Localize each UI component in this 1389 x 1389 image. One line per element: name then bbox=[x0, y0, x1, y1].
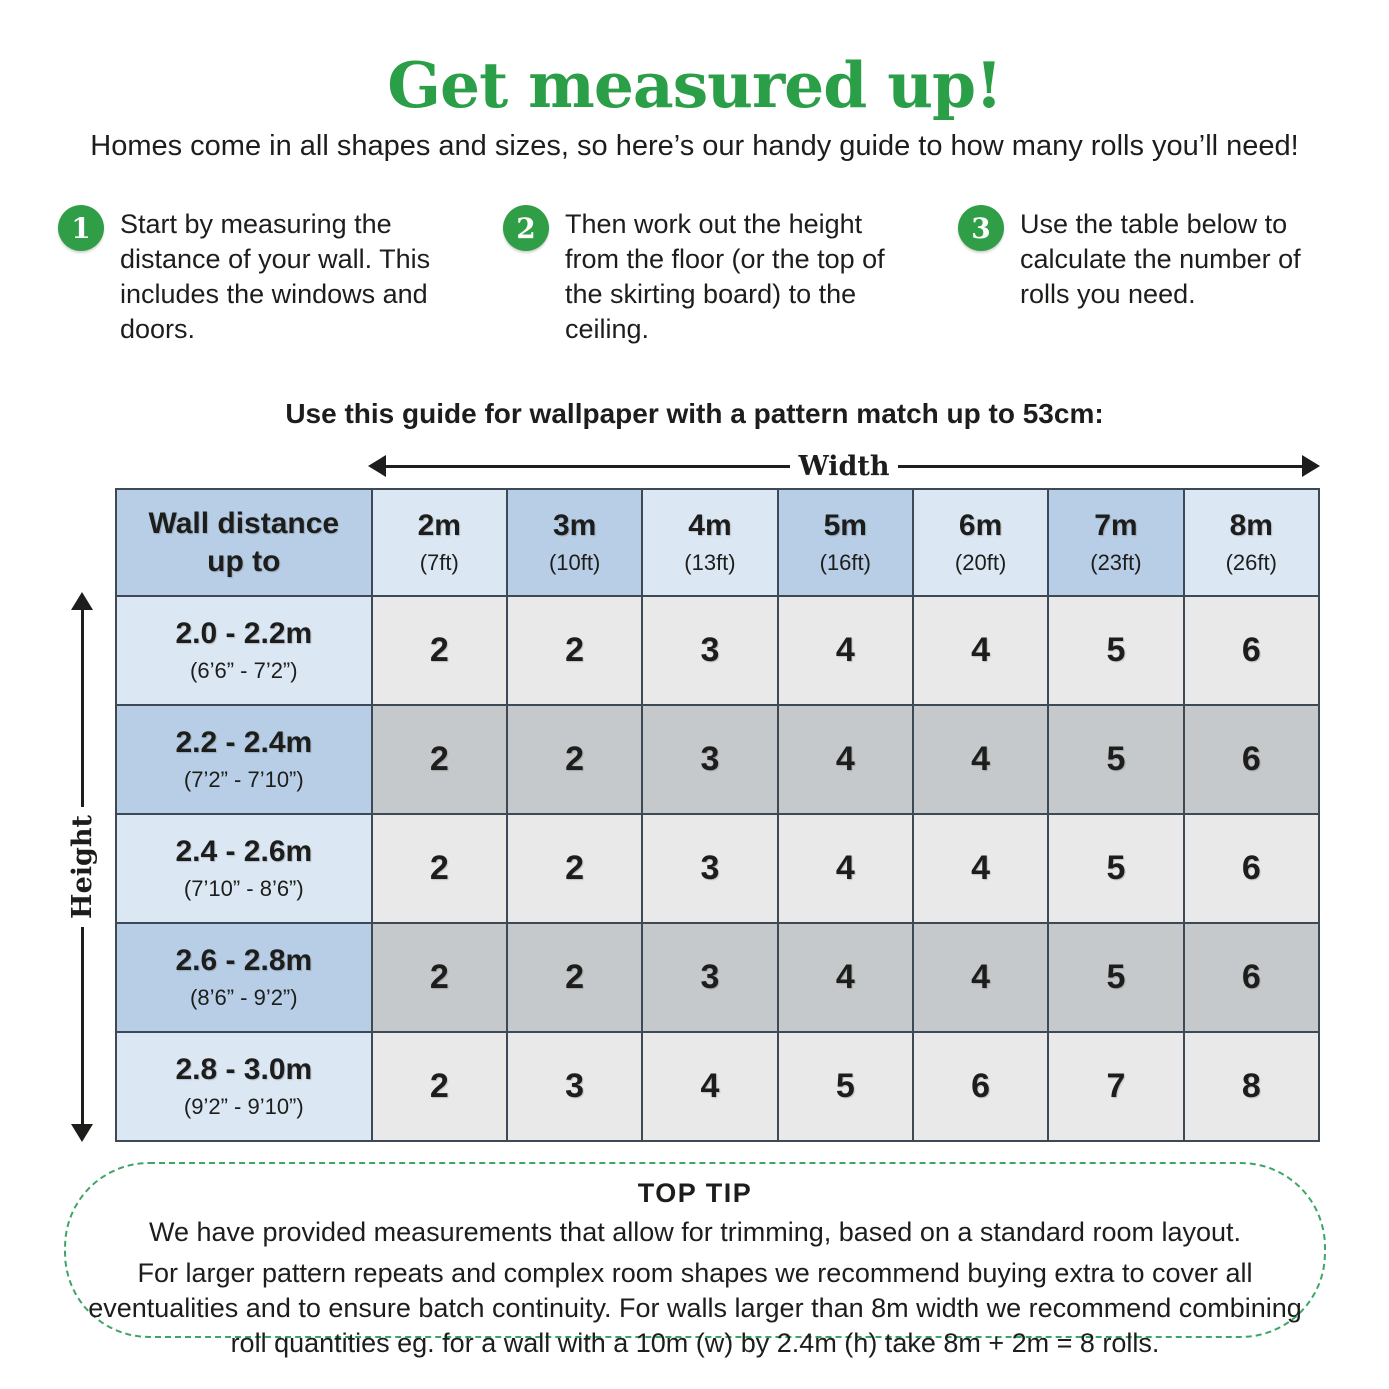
table-row bbox=[116, 923, 1319, 1032]
width-axis-label: Width bbox=[798, 450, 890, 482]
column-imperial: (16ft) bbox=[819, 549, 871, 575]
page-subtitle: Homes come in all shapes and sizes, so here’s our handy guide to how many rolls you’ll need! bbox=[90, 130, 1299, 162]
column-imperial: (13ft) bbox=[684, 549, 736, 575]
roll-count-cell: 3 bbox=[642, 596, 777, 705]
column-header-5m bbox=[778, 489, 913, 596]
roll-count-cell: 3 bbox=[642, 923, 777, 1032]
top-tip-box bbox=[64, 1162, 1326, 1359]
column-header-7m bbox=[1048, 489, 1183, 596]
roll-count-cell: 4 bbox=[778, 814, 913, 923]
row-metric: 2.4 - 2.6m bbox=[175, 835, 313, 869]
roll-count-cell: 6 bbox=[913, 1032, 1048, 1141]
row-label-2.0-2.2m bbox=[116, 596, 372, 705]
roll-count-cell: 4 bbox=[913, 596, 1048, 705]
roll-count-cell: 2 bbox=[372, 814, 507, 923]
roll-count-cell: 5 bbox=[778, 1032, 913, 1141]
row-imperial: (8’6” - 9’2”) bbox=[190, 984, 298, 1010]
roll-count-cell: 6 bbox=[1184, 596, 1319, 705]
height-axis-label: Height bbox=[66, 815, 98, 919]
row-metric: 2.2 - 2.4m bbox=[175, 726, 313, 760]
step-2 bbox=[503, 205, 958, 347]
roll-count-cell: 5 bbox=[1048, 705, 1183, 814]
roll-count-cell: 2 bbox=[372, 705, 507, 814]
step-1-number-badge: 1 bbox=[58, 205, 104, 251]
step-1-text: Start by measuring the distance of your wall. This includes the windows and doors. bbox=[120, 209, 431, 345]
roll-count-cell: 4 bbox=[778, 923, 913, 1032]
width-axis-line-right bbox=[898, 465, 1302, 468]
corner-header-line1: Wall distance bbox=[148, 507, 340, 540]
column-metric: 2m bbox=[417, 509, 461, 543]
table-header-row bbox=[116, 489, 1319, 596]
step-1 bbox=[58, 205, 503, 347]
row-label-2.8-3.0m bbox=[116, 1032, 372, 1141]
top-tip-heading: TOP TIP bbox=[637, 1178, 753, 1208]
roll-count-cell: 2 bbox=[507, 596, 642, 705]
steps bbox=[58, 205, 1333, 347]
roll-count-cell: 6 bbox=[1184, 705, 1319, 814]
column-imperial: (23ft) bbox=[1090, 549, 1142, 575]
roll-count-cell: 4 bbox=[913, 923, 1048, 1032]
width-axis-line-left bbox=[386, 465, 790, 468]
roll-count-cell: 2 bbox=[372, 923, 507, 1032]
roll-count-cell: 4 bbox=[642, 1032, 777, 1141]
height-axis bbox=[60, 592, 104, 1142]
roll-count-cell: 6 bbox=[1184, 923, 1319, 1032]
height-axis-line-top bbox=[81, 610, 84, 807]
rolls-table bbox=[115, 488, 1320, 1142]
roll-count-cell: 3 bbox=[642, 814, 777, 923]
step-2-number-badge: 2 bbox=[503, 205, 549, 251]
roll-count-cell: 5 bbox=[1048, 923, 1183, 1032]
row-label-2.2-2.4m bbox=[116, 705, 372, 814]
column-metric: 6m bbox=[958, 509, 1003, 543]
arrow-up-icon bbox=[71, 592, 93, 610]
top-tip-line2: For larger pattern repeats and complex room shapes we recommend buying extra to cover all eventualities and to ensure batch continuity. For walls larger than 8m width we recommend combining roll quantities eg. for a wall with a 10m (w) by 2.4m (h) take 8m + 2m = 8 rolls. bbox=[88, 1258, 1302, 1359]
roll-count-cell: 8 bbox=[1184, 1032, 1319, 1141]
step-3-number-badge: 3 bbox=[958, 205, 1004, 251]
roll-count-cell: 4 bbox=[913, 814, 1048, 923]
row-imperial: (7’2” - 7’10”) bbox=[183, 766, 304, 792]
corner-header-cell bbox=[116, 489, 372, 596]
roll-count-cell: 2 bbox=[507, 814, 642, 923]
column-header-4m bbox=[642, 489, 777, 596]
step-2-text: Then work out the height from the floor (or the top of the skirting board) to the ceiling. bbox=[565, 209, 885, 345]
column-header-3m bbox=[507, 489, 642, 596]
height-axis-line-bottom bbox=[81, 927, 84, 1124]
roll-count-cell: 6 bbox=[1184, 814, 1319, 923]
corner-header-line2: up to bbox=[207, 544, 281, 578]
table-row bbox=[116, 596, 1319, 705]
arrow-down-icon bbox=[71, 1124, 93, 1142]
row-label-2.4-2.6m bbox=[116, 814, 372, 923]
roll-count-cell: 7 bbox=[1048, 1032, 1183, 1141]
roll-count-cell: 3 bbox=[642, 705, 777, 814]
row-metric: 2.8 - 3.0m bbox=[175, 1053, 313, 1087]
column-imperial: (10ft) bbox=[548, 549, 601, 575]
column-metric: 7m bbox=[1094, 509, 1138, 543]
page-title: Get measured up! bbox=[387, 48, 1002, 122]
roll-count-cell: 4 bbox=[913, 705, 1048, 814]
width-axis bbox=[368, 452, 1320, 480]
step-3-text: Use the table below to calculate the number of rolls you need. bbox=[1020, 209, 1301, 310]
column-metric: 8m bbox=[1229, 509, 1273, 543]
column-imperial: (26ft) bbox=[1225, 549, 1277, 575]
roll-count-cell: 3 bbox=[507, 1032, 642, 1141]
row-metric: 2.6 - 2.8m bbox=[175, 944, 313, 978]
row-label-2.6-2.8m bbox=[116, 923, 372, 1032]
roll-count-cell: 2 bbox=[507, 705, 642, 814]
table-row bbox=[116, 814, 1319, 923]
column-metric: 4m bbox=[688, 509, 732, 543]
row-imperial: (6’6” - 7’2”) bbox=[190, 657, 298, 683]
table-row bbox=[116, 1032, 1319, 1141]
row-imperial: (9’2” - 9’10”) bbox=[183, 1093, 304, 1119]
roll-count-cell: 2 bbox=[372, 596, 507, 705]
column-header-6m bbox=[913, 489, 1048, 596]
row-metric: 2.0 - 2.2m bbox=[175, 617, 313, 651]
roll-count-cell: 2 bbox=[507, 923, 642, 1032]
table-row bbox=[116, 705, 1319, 814]
roll-count-cell: 4 bbox=[778, 705, 913, 814]
roll-count-cell: 4 bbox=[778, 596, 913, 705]
column-header-2m bbox=[372, 489, 507, 596]
table-caption: Use this guide for wallpaper with a pattern match up to 53cm: bbox=[285, 398, 1104, 429]
roll-count-cell: 5 bbox=[1048, 814, 1183, 923]
column-imperial: (20ft) bbox=[954, 549, 1007, 575]
arrow-left-icon bbox=[368, 455, 386, 477]
roll-count-cell: 5 bbox=[1048, 596, 1183, 705]
row-imperial: (7’10” - 8’6”) bbox=[183, 875, 304, 901]
roll-count-cell: 2 bbox=[372, 1032, 507, 1141]
arrow-right-icon bbox=[1302, 455, 1320, 477]
column-imperial: (7ft) bbox=[419, 549, 459, 575]
top-tip-line1: We have provided measurements that allow for trimming, based on a standard room layout. bbox=[148, 1217, 1242, 1247]
step-3 bbox=[958, 205, 1333, 347]
column-metric: 3m bbox=[552, 509, 597, 543]
column-metric: 5m bbox=[823, 509, 867, 543]
column-header-8m bbox=[1184, 489, 1319, 596]
